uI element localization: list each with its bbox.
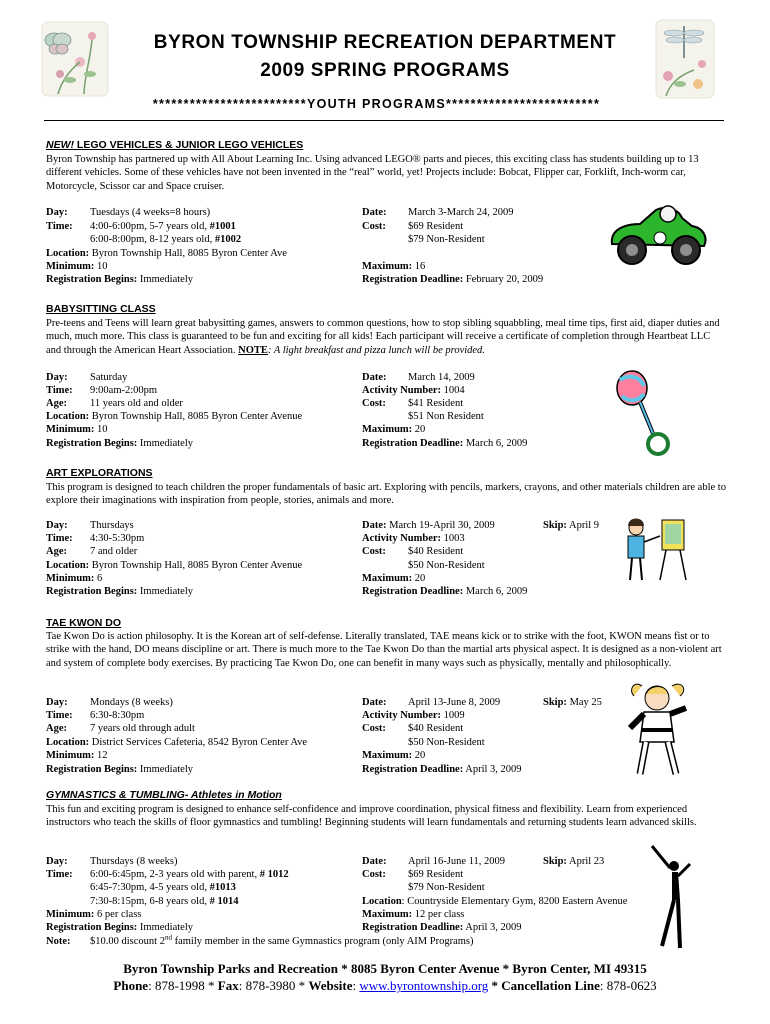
page-title-line1: BYRON TOWNSHIP RECREATION DEPARTMENT [153,32,617,53]
art-skip: Skip: April 9 [543,520,600,531]
babysitting-time: 9:00am-2:00pm [90,385,158,396]
art-section-title: ART EXPLORATIONS [46,467,153,479]
art-description: This program is designed to teach children the proper fundamentals of basic art. Exploring with pencils, markers, crayons, and other materials children are able to explore their imaginations with inspiration from people, stories, animals and more. [46,482,726,507]
butterfly-flowers-illustration [40,20,110,98]
babysitting-cost-resident: $41 Resident [408,398,464,409]
child-painting-illustration [622,514,690,584]
gymnastics-time-2: 6:45-7:30pm, 4-5 years old, #1013 [90,882,236,893]
footer-contact: Phone: 878-1998 * Fax: 878-3980 * Website: www.byrontownship.org * Cancellation Line: 878-0623 [113,978,657,993]
lego-location: Location: Byron Township Hall, 8085 Byron Center Ave [46,248,287,259]
art-registration-deadline: Registration Deadline: March 6, 2009 [362,586,528,597]
taekwondo-location: Location: District Services Cafeteria, 8542 Byron Center Ave [46,737,308,748]
section-band-youth-programs: *************************YOUTH PROGRAMS************************* [152,97,601,111]
art-cost-nonresident: $50 Non-Resident [408,560,485,571]
babysitting-day: Saturday [90,372,128,383]
art-activity-number: Activity Number: 1003 [362,533,465,544]
gymnastics-section-title: GYMNASTICS & TUMBLING- Athletes in Motion [46,789,282,801]
lego-time-2: 6:00-8:00pm, 8-12 years old, #1002 [90,234,242,245]
taekwondo-skip: Skip: May 25 [543,697,602,708]
footer-address: Byron Township Parks and Recreation * 8085 Byron Center Avenue * Byron Center, MI 49315 [123,961,647,976]
gymnastics-day: Thursdays (8 weeks) [90,856,178,867]
babysitting-maximum: Maximum: 20 [362,424,426,435]
babysitting-location: Location: Byron Township Hall, 8085 Byron Center Avenue [46,411,303,422]
dragonfly-flowers-illustration [654,18,716,100]
babysitting-age: 11 years old and older [90,398,183,409]
taekwondo-section-title: TAE KWON DO [46,617,122,629]
taekwondo-maximum: Maximum: 20 [362,750,426,761]
race-car-illustration [604,200,710,270]
taekwondo-description: Tae Kwon Do is action philosophy. It is the Korean art of self-defense. Literally translated, TAE means kick or to strike with the foot, KWON means fist or to strike with the hand, DO means discipline or art. There is much more to the Tae Kwon Do than the martial arts physical aspect. It is designed as a non-violent art and system of complete body exercises. By practicing Tae Kwon Do, one can benefit in many ways such as physically, mentally and philosophically. [46,631,722,669]
lego-date: March 3-March 24, 2009 [408,207,514,218]
babysitting-registration-deadline: Registration Deadline: March 6, 2009 [362,438,528,449]
taekwondo-activity-number: Activity Number: 1009 [362,710,465,721]
divider [44,120,724,121]
babysitting-minimum: Minimum: 10 [46,424,108,435]
taekwondo-cost-nonresident: $50 Non-Resident [408,737,485,748]
taekwondo-registration-begins: Registration Begins: Immediately [46,764,193,775]
gymnastics-registration-deadline: Registration Deadline: April 3, 2009 [362,922,522,933]
lego-description: Byron Township has partnered up with All About Learning Inc. Using advanced LEGO® parts and pieces, this exciting class has students building up to 13 different vehicles. Some of these vehicles have not been invented in the “real” world, yet! Projects include: Bobcat, Flipper car, Forklift, Inch-worm car, Motorcycle, Scissor car and Space cruiser. [46,154,699,192]
page-title-line2: 2009 SPRING PROGRAMS [260,60,510,81]
gymnastics-time-1: 6:00-6:45pm, 2-3 years old with parent, # 1012 [90,869,289,880]
gymnastics-location: Location: Countryside Elementary Gym, 8200 Eastern Avenue [362,896,628,907]
taekwondo-day: Mondays (8 weeks) [90,697,173,708]
art-registration-begins: Registration Begins: Immediately [46,586,193,597]
babysitting-section-title: BABYSITTING CLASS [46,303,156,315]
taekwondo-age: 7 years old through adult [90,723,195,734]
babysitting-date: March 14, 2009 [408,372,475,383]
taekwondo-minimum: Minimum: 12 [46,750,108,761]
art-cost-resident: $40 Resident [408,546,464,557]
art-maximum: Maximum: 20 [362,573,426,584]
lego-cost-nonresident: $79 Non-Resident [408,234,485,245]
lego-section-title: NEW! LEGO VEHICLES & JUNIOR LEGO VEHICLES [46,139,304,151]
taekwondo-date: April 13-June 8, 2009 [408,697,501,708]
martial-arts-child-illustration [624,680,694,780]
gymnastics-skip: Skip: April 23 [543,856,605,867]
lego-maximum: Maximum: 16 [362,261,426,272]
gymnastics-description: This fun and exciting program is designed to enhance self-confidence and improve coordination, physical fitness and flexibility. Learn from experienced instructors who teach the skills of floor gymnastics and tumbling! Beginning students will learn fundamentals and returning students learn advanced skills. [46,804,697,829]
baby-rattle-illustration [614,366,674,458]
art-day: Thursdays [90,520,134,531]
taekwondo-cost-resident: $40 Resident [408,723,464,734]
website-link[interactable]: www.byrontownship.org [359,978,489,993]
babysitting-description: Pre-teens and Teens will learn great babysitting games, answers to common questions, how to stop sibling squabbling, meal time tips, first aid, diaper duties and much, much more. This class is guaranteed to be fun and exciting for all kids! Each participant will receive a certificate of completion through Heartbeat LLC and through the American Heart Association. NOTE: A light breakfast and pizza lunch will be provided. [46,318,720,356]
gymnastics-cost-nonresident: $79 Non-Resident [408,882,485,893]
lego-registration-deadline: Registration Deadline: February 20, 2009 [362,274,544,285]
art-minimum: Minimum: 6 [46,573,103,584]
art-time: 4:30-5:30pm [90,533,145,544]
art-location: Location: Byron Township Hall, 8085 Byron Center Avenue [46,560,303,571]
gymnastics-minimum: Minimum: 6 per class [46,909,142,920]
lego-time-1: 4:00-6:00pm, 5-7 years old, #1001 [90,221,236,232]
gymnastics-registration-begins: Registration Begins: Immediately [46,922,193,933]
lego-registration-begins: Registration Begins: Immediately [46,274,193,285]
taekwondo-registration-deadline: Registration Deadline: April 3, 2009 [362,764,522,775]
gymnast-silhouette-illustration [648,842,696,954]
lego-cost-resident: $69 Resident [408,221,464,232]
gymnastics-note: $10.00 discount 2nd family member in the same Gymnastics program (only AIM Programs) [90,933,474,947]
gymnastics-cost-resident: $69 Resident [408,869,464,880]
art-age: 7 and older [90,546,138,557]
lego-day: Tuesdays (4 weeks=8 hours) [90,207,211,218]
taekwondo-time: 6:30-8:30pm [90,710,145,721]
gymnastics-date: April 16-June 11, 2009 [408,856,506,867]
gymnastics-maximum: Maximum: 12 per class [362,909,465,920]
babysitting-activity-number: Activity Number: 1004 [362,385,465,396]
babysitting-registration-begins: Registration Begins: Immediately [46,438,193,449]
gymnastics-time-3: 7:30-8:15pm, 6-8 years old, # 1014 [90,896,239,907]
babysitting-cost-nonresident: $51 Non Resident [408,411,484,422]
art-date: Date: March 19-April 30, 2009 [362,520,495,531]
lego-new-tag: NEW! [46,139,74,151]
lego-minimum: Minimum: 10 [46,261,108,272]
